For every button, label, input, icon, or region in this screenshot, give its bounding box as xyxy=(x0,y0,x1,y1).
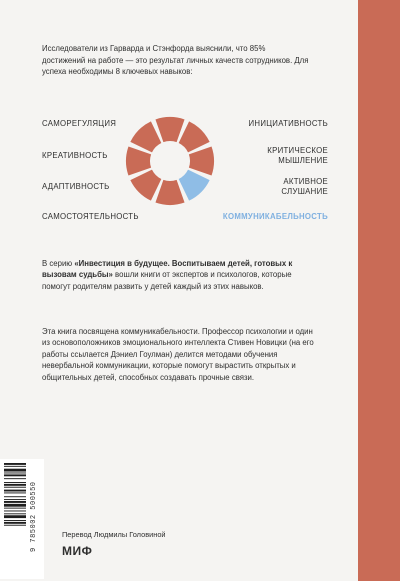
skill-initiative xyxy=(248,119,328,129)
wheel-segment xyxy=(179,121,210,152)
barcode-number: 9 785002 500550 xyxy=(30,481,38,553)
barcode xyxy=(0,459,44,579)
skill-independence: САМОСТОЯТЕЛЬНОСТЬ xyxy=(42,212,139,221)
skill-critical-thinking xyxy=(267,146,328,166)
skill-adaptability: АДАПТИВНОСТЬ xyxy=(42,182,110,191)
skill-initiative-label: ИНИЦИАТИВНОСТЬ xyxy=(248,119,328,128)
wheel-segment xyxy=(155,117,184,142)
series-prefix: В серию xyxy=(42,259,75,268)
skill-active-listening-line1: АКТИВНОЕ xyxy=(283,177,328,186)
translator-credit: Перевод Людмилы Головиной xyxy=(62,530,166,539)
series-paragraph xyxy=(42,258,320,292)
skill-communicability xyxy=(223,212,328,222)
skill-creativity: КРЕАТИВНОСТЬ xyxy=(42,151,108,160)
skill-active-listening xyxy=(281,177,328,197)
skill-communicability-label: КОММУНИКАБЕЛЬНОСТЬ xyxy=(222,212,328,221)
skill-critical-thinking-line1: КРИТИЧЕСКОЕ xyxy=(267,146,328,155)
skill-self-regulation: САМОРЕГУЛЯЦИЯ xyxy=(42,119,117,128)
series-suffix: вошли книги от экспертов и психологов, которые помогут родителям развить у детей каждый из этих навыков. xyxy=(42,270,292,291)
wheel-segment xyxy=(130,121,161,152)
heart-icon xyxy=(160,150,181,176)
series-title: «Инвестиция в будущее. Воспитываем детей, готовых к вызовам судьбы» xyxy=(42,259,293,280)
wheel-segment xyxy=(189,146,214,175)
intro-text: Исследователи из Гарварда и Стэнфорда выяснили, что 85% достижений на работе — это результат личных качеств сотрудников. Для успеха необходимы 8 ключевых навыков: xyxy=(42,44,309,76)
skill-active-listening-line2: СЛУШАНИЕ xyxy=(281,187,328,196)
cover-spine xyxy=(358,0,400,581)
wheel-segment xyxy=(130,170,161,201)
skills-wheel xyxy=(124,115,216,207)
wheel-segment xyxy=(155,180,184,205)
wheel-segment xyxy=(126,146,151,175)
book-paragraph: Эта книга посвящена коммуникабельности. Профессор психологии и один из основоположников эмоционального интеллекта Стивен Новицки (на его работы ссылается Дэниел Гоулман) делится методами обучения невербальной коммуникации, которые помогут вырастить открытых и общительных детей, способных создавать прочные связи. xyxy=(42,327,314,382)
skill-critical-thinking-line2: МЫШЛЕНИЕ xyxy=(278,156,328,165)
wheel-segment xyxy=(179,170,210,201)
publisher-logo: МИФ xyxy=(62,544,93,558)
